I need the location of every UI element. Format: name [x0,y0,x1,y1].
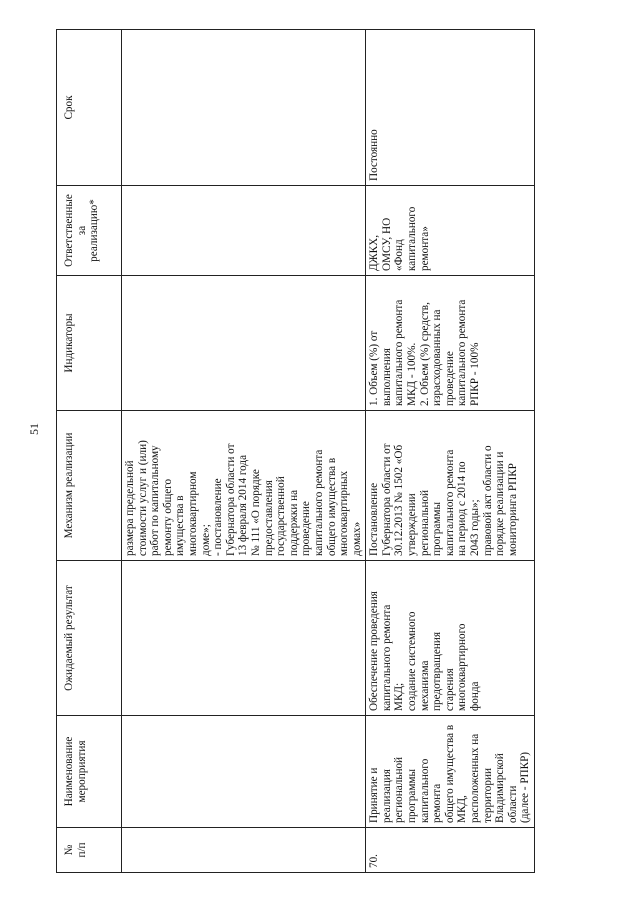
cell-term: Постоянно [366,30,535,186]
cell-result: Обеспечение проведения капитального ремонта МКД; создание системного механизма предотвращения старения многоквартирного фонда [366,561,535,716]
header-mechanism: Механизм реализации [57,411,122,561]
rotated-table-container [56,30,532,873]
header-responsible: Ответственные за реализацию* [57,186,122,276]
cell-name: Принятие и реализация региональной программы капитального ремонта общего имущества в МКД, расположенных на территории Владимирской области (далее - РПКР) [366,716,535,828]
cell-name [122,716,366,828]
cell-result [122,561,366,716]
cell-indicators: 1. Объем (%) от выполнения капитального ремонта МКД - 100%. 2. Объем (%) средств, израсходованных на проведение капитального ремонта РПКР - 100% [366,276,535,411]
header-name: Наименование мероприятия [57,716,122,828]
header-num: № п/п [57,828,122,873]
cell-term [122,30,366,186]
cell-mechanism: размера предельной стоимости услуг и (или) работ по капитальному ремонту общего имущества в многоквартирном доме»; - постановление Губернатора области от 13 февраля 2014 года № 111 «О порядке предоставления государственной поддержки на проведение капитального ремонта общего имущества в многоквартирных домах» [122,411,366,561]
cell-indicators [122,276,366,411]
header-result: Ожидаемый результат [57,561,122,716]
cell-mechanism: Постановление Губернатора области от 30.12.2013 № 1502 «Об утверждении региональной программы капитального ремонта на период с 2014 по 2043 годы»; правовой акт области о порядке реализации и мониторинга РПКР [366,411,535,561]
table-row [122,30,366,873]
table-header-row [57,30,122,873]
table-row [366,30,535,873]
header-indicators: Индикаторы [57,276,122,411]
cell-responsible: ДЖКХ, ОМСУ, НО «Фонд капитального ремонта» [366,186,535,276]
measures-table [56,29,535,873]
cell-responsible [122,186,366,276]
cell-num [122,828,366,873]
page-number: 51 [27,423,41,435]
cell-num: 70. [366,828,535,873]
header-term: Срок [57,30,122,186]
document-table-wrapper [56,30,532,873]
